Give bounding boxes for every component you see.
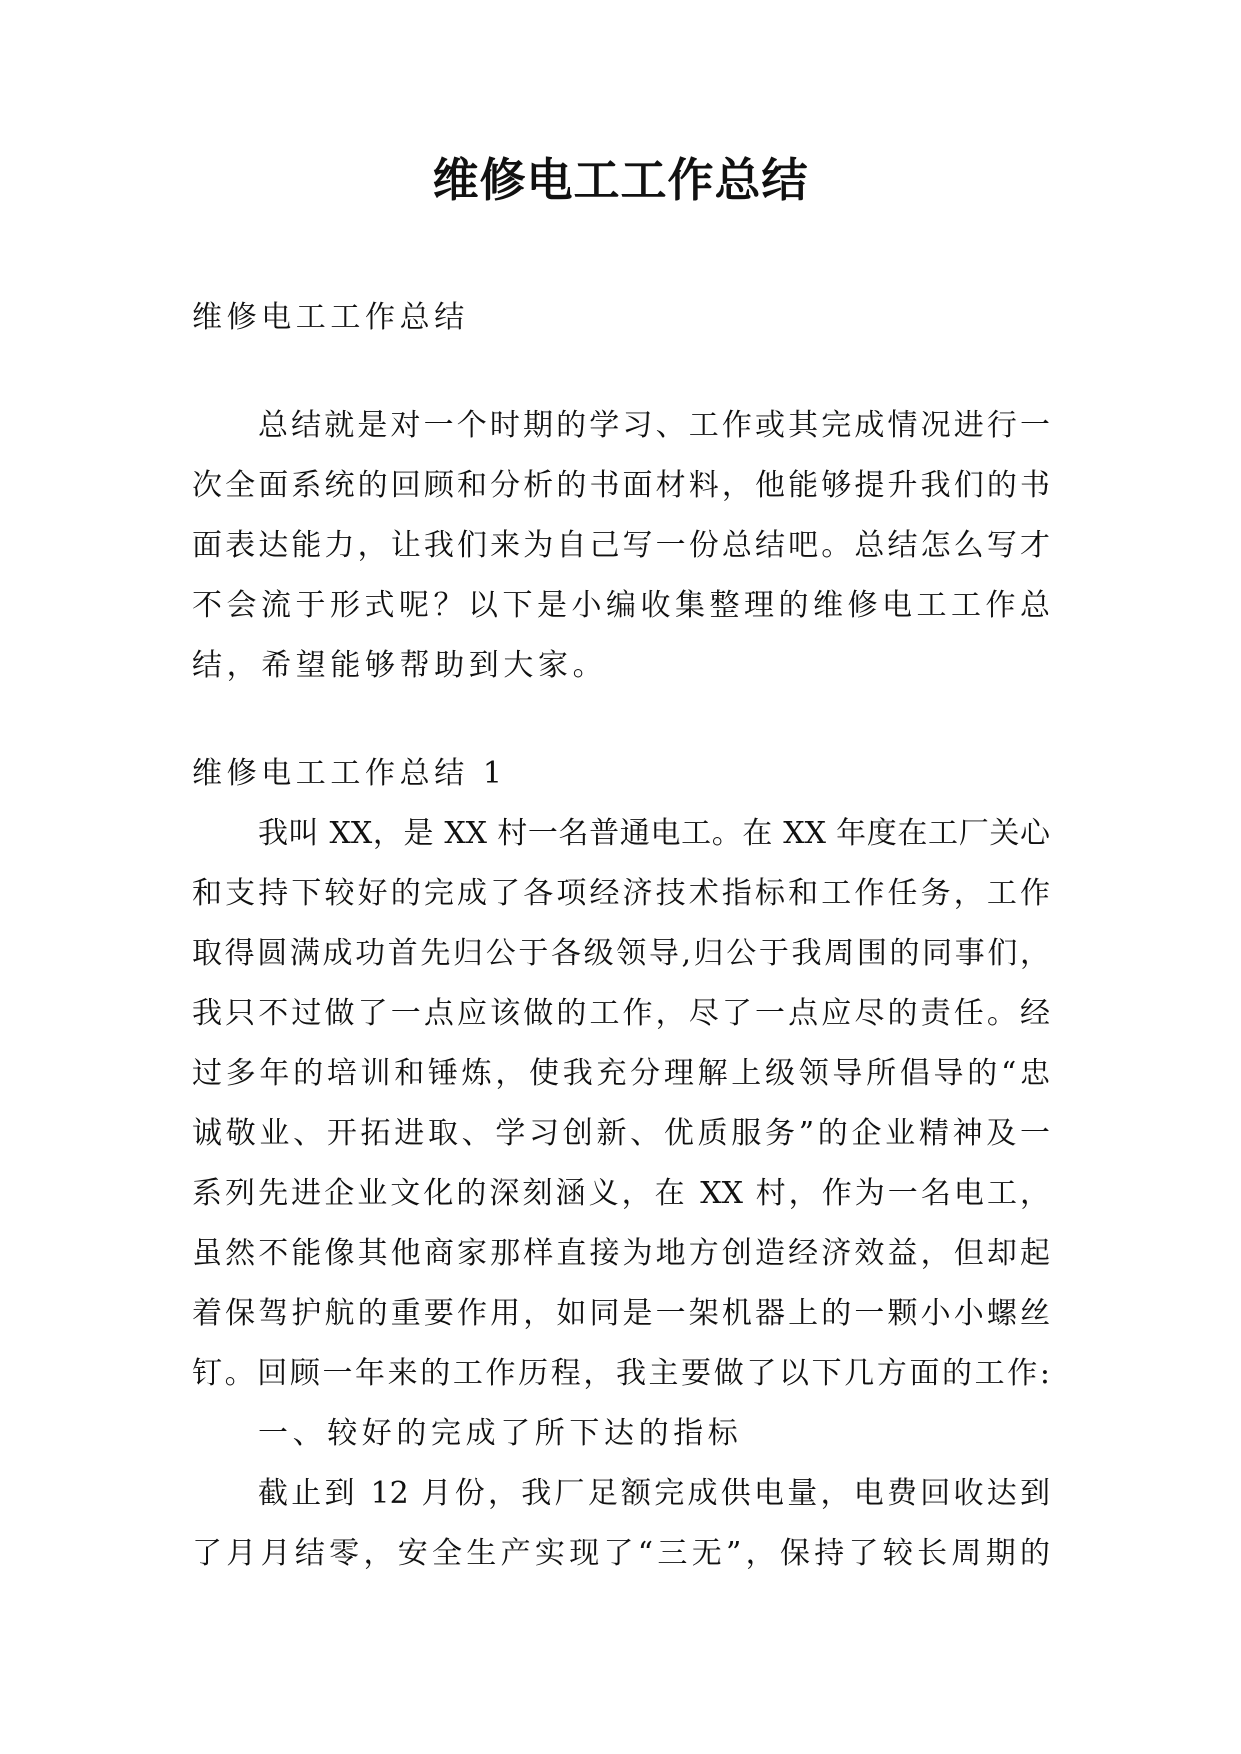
body-line: 系列先进企业文化的深刻涵义，在 XX 村，作为一名电工， bbox=[192, 1176, 1050, 1211]
intro-line: 总结就是对一个时期的学习、工作或其完成情况进行一 bbox=[258, 408, 1050, 443]
body-line: 钉。回顾一年来的工作历程，我主要做了以下几方面的工作: bbox=[192, 1356, 1050, 1391]
body-line: 虽然不能像其他商家那样直接为地方创造经济效益，但却起 bbox=[192, 1236, 1050, 1271]
document-title: 维修电工工作总结 bbox=[432, 153, 809, 207]
body-line: 截止到 12 月份，我厂足额完成供电量，电费回收达到 bbox=[258, 1476, 1050, 1511]
intro-line: 次全面系统的回顾和分析的书面材料，他能够提升我们的书 bbox=[192, 468, 1050, 503]
document-subtitle: 维修电工工作总结 bbox=[192, 300, 469, 335]
body-line: 过多年的培训和锤炼，使我充分理解上级领导所倡导的“忠 bbox=[192, 1056, 1050, 1091]
subheading: 一、较好的完成了所下达的指标 bbox=[258, 1416, 743, 1451]
body-line: 了月月结零，安全生产实现了“三无”，保持了较长周期的 bbox=[192, 1536, 1050, 1571]
body-line: 着保驾护航的重要作用，如同是一架机器上的一颗小小螺丝 bbox=[192, 1296, 1050, 1331]
body-line: 诚敬业、开拓进取、学习创新、优质服务”的企业精神及一 bbox=[192, 1116, 1050, 1151]
intro-line: 面表达能力，让我们来为自己写一份总结吧。总结怎么写才 bbox=[192, 528, 1050, 563]
body-line: 我只不过做了一点应该做的工作，尽了一点应尽的责任。经 bbox=[192, 996, 1050, 1031]
body-line: 和支持下较好的完成了各项经济技术指标和工作任务，工作 bbox=[192, 876, 1050, 911]
body-line: 我叫 XX，是 XX 村一名普通电工。在 XX 年度在工厂关心 bbox=[258, 816, 1050, 851]
intro-line: 不会流于形式呢？以下是小编收集整理的维修电工工作总 bbox=[192, 588, 1050, 623]
section-heading: 维修电工工作总结 1 bbox=[192, 756, 507, 791]
intro-line: 结，希望能够帮助到大家。 bbox=[192, 648, 608, 683]
body-line: 取得圆满成功首先归公于各级领导,归公于我周围的同事们， bbox=[192, 936, 1050, 971]
